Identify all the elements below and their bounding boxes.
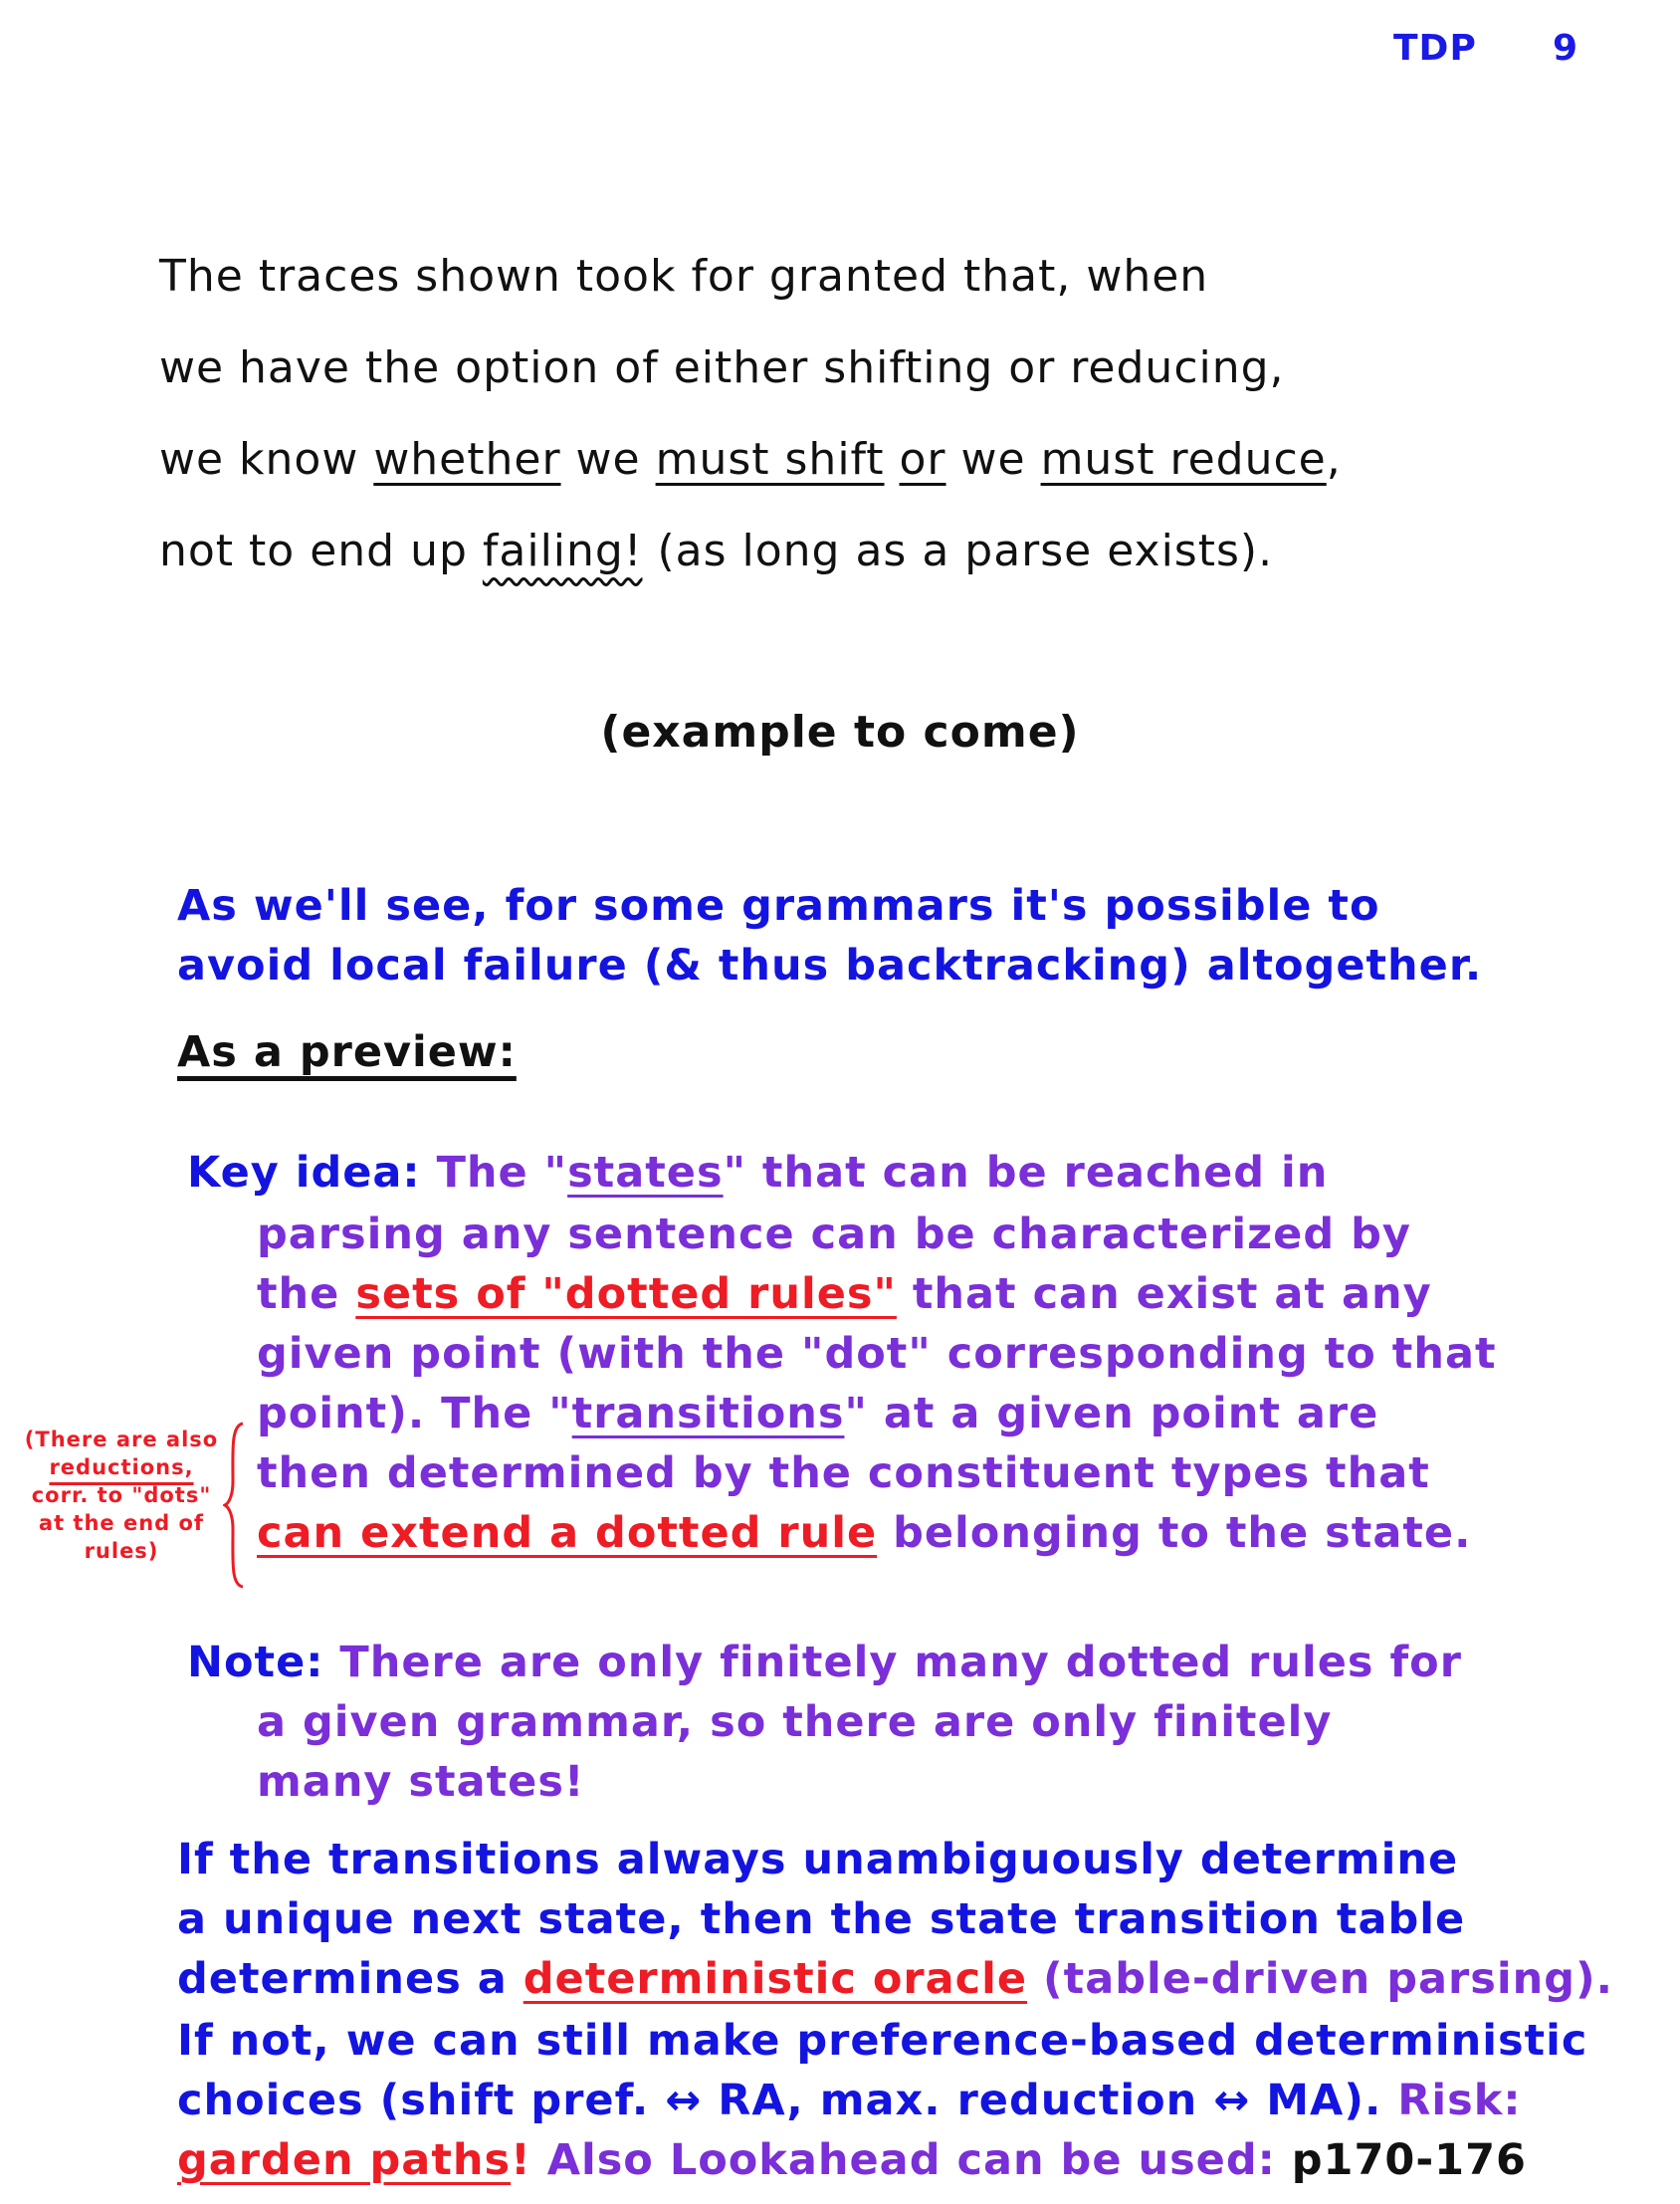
note-body: [257, 1692, 1332, 1812]
if-not-line3: [177, 2130, 1587, 2190]
side-note-line5: rules): [84, 1539, 159, 1563]
preview-heading: As a preview:: [177, 1027, 517, 1077]
underlined-transitions: transitions: [571, 1389, 845, 1438]
text-fragment: we know: [159, 434, 374, 485]
para1-line3: [159, 414, 1553, 506]
underlined-states: states: [567, 1148, 724, 1198]
text-fragment: [885, 434, 900, 485]
if-not-paragraph: [177, 2011, 1587, 2190]
note-line3: many states!: [257, 1757, 585, 1807]
text-fragment: (as long as a parse exists).: [642, 526, 1274, 576]
text-fragment: point). The ": [257, 1389, 572, 1438]
wavy-underlined-failing: failing!: [482, 526, 643, 576]
text-fragment: Also Lookahead can be used:: [530, 2135, 1292, 2185]
intro-blue-block: [177, 876, 1482, 995]
text-fragment: we: [945, 434, 1041, 485]
para1-line4: [159, 506, 1553, 597]
note-label: Note:: [187, 1638, 324, 1687]
text-fragment: " that can be reached in: [723, 1148, 1329, 1198]
text-fragment: (table-driven parsing).: [1027, 1954, 1613, 2004]
intro-line1: As we'll see, for some grammars it's possible to: [177, 881, 1380, 931]
side-note-line4: at the end of: [38, 1511, 205, 1535]
key-idea-line4: given point (with the "dot" corresponding to that: [257, 1329, 1497, 1379]
text-fragment: belonging to the state.: [877, 1508, 1472, 1558]
red-can-extend-dotted-rule: can extend a dotted rule: [257, 1508, 878, 1558]
text-fragment: ,: [1326, 434, 1342, 485]
text-fragment: There are only finitely many dotted rules for: [323, 1638, 1462, 1687]
note-line2: a given grammar, so there are only finitely: [257, 1697, 1333, 1747]
key-idea-body: [257, 1205, 1497, 1563]
side-note: [12, 1426, 231, 1565]
para1-line2: we have the option of either shifting or reducing,: [159, 342, 1285, 393]
header-page-number: 9: [1553, 28, 1579, 69]
key-idea-line5: [257, 1384, 1497, 1443]
red-garden-paths: garden paths: [177, 2135, 512, 2185]
intro-line2: avoid local failure (& thus backtracking) altogether.: [177, 941, 1483, 991]
underlined-whether: whether: [373, 434, 561, 485]
transitions-line3: [177, 1949, 1613, 2009]
key-idea-line7: [257, 1503, 1497, 1563]
key-idea-label: Key idea:: [187, 1148, 421, 1198]
red-sets-of-dotted-rules: sets of "dotted rules": [355, 1269, 897, 1319]
text-fragment: choices (shift pref. ↔ RA, max. reduction ↔ MA).: [177, 2076, 1382, 2125]
text-fragment: not to end up: [159, 526, 483, 576]
underlined-or: or: [899, 434, 946, 485]
text-fragment: determines a: [177, 1954, 524, 2004]
key-idea-line2: parsing any sentence can be characterized by: [257, 1210, 1411, 1259]
red-deterministic-oracle: deterministic oracle: [523, 1954, 1028, 2004]
transitions-line2: a unique next state, then the state transition table: [177, 1894, 1466, 1944]
underlined-must-shift: must shift: [655, 434, 885, 485]
header-doc-id: TDP: [1393, 28, 1477, 69]
text-fragment: " at a given point are: [844, 1389, 1379, 1438]
underlined-must-reduce: must reduce: [1040, 434, 1327, 485]
page-reference: p170-176: [1291, 2135, 1527, 2185]
note-block: [187, 1633, 1462, 1692]
text-fragment: The ": [420, 1148, 568, 1198]
text-fragment: that can exist at any: [896, 1269, 1432, 1319]
side-note-line3: corr. to "dots": [31, 1483, 212, 1507]
text-fragment: Risk:: [1381, 2076, 1522, 2125]
if-not-line2: [177, 2071, 1587, 2130]
side-note-brace: [223, 1422, 247, 1589]
intro-paragraph: [159, 231, 1553, 597]
side-note-line2: reductions,: [49, 1455, 194, 1479]
side-note-line1: (There are also: [24, 1428, 219, 1451]
key-idea-line1: [187, 1143, 1328, 1203]
key-idea-line3: [257, 1264, 1497, 1324]
text-fragment: we: [560, 434, 656, 485]
text-fragment: the: [257, 1269, 356, 1319]
key-idea-line6: then determined by the constituent types that: [257, 1448, 1430, 1498]
note-line1: [187, 1633, 1462, 1692]
transitions-paragraph: [177, 1830, 1613, 2009]
if-not-line1: If not, we can still make preference-based deterministic: [177, 2016, 1588, 2066]
example-to-come: (example to come): [600, 707, 1080, 758]
text-fragment: !: [511, 2135, 531, 2185]
para1-line1: The traces shown took for granted that, when: [159, 251, 1209, 302]
transitions-line1: If the transitions always unambiguously determine: [177, 1835, 1459, 1884]
key-idea-block: [187, 1143, 1328, 1203]
